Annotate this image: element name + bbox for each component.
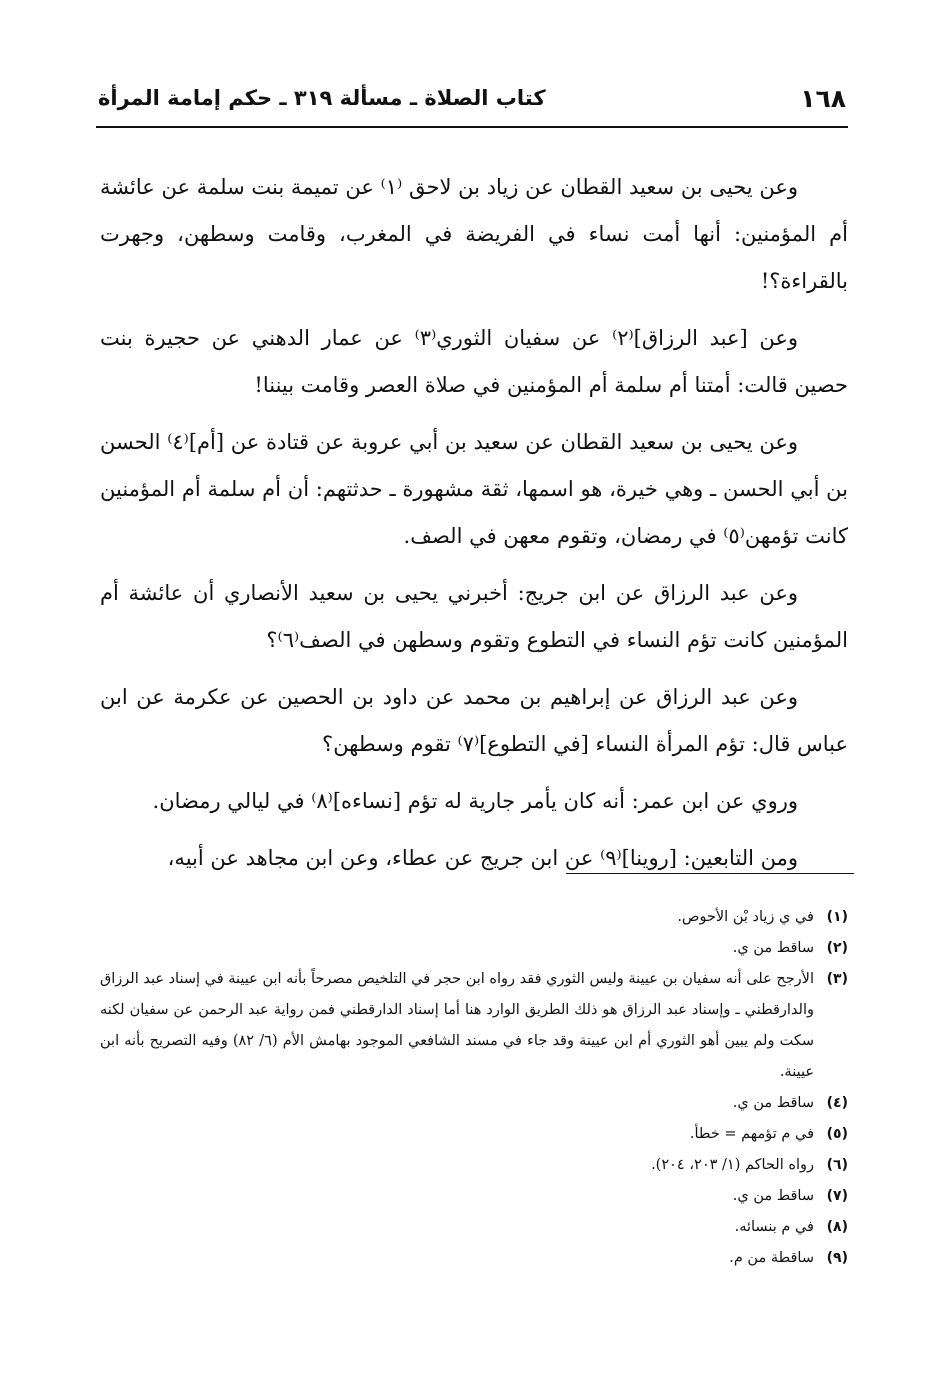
page-number: ١٦٨ xyxy=(800,83,846,113)
footnote-item xyxy=(100,1243,848,1274)
footnote-number: (٥) xyxy=(826,1126,848,1142)
running-title: كتاب الصلاة ـ مسألة ٣١٩ ـ حكم إمامة المرأة xyxy=(98,86,546,110)
footnote-number: (٢) xyxy=(826,940,848,956)
footnote-text: في م تؤمهم = خطأ. xyxy=(689,1126,814,1142)
footnote-text: ساقط من ي. xyxy=(732,1188,814,1204)
paragraph: وعن عبد الرزاق عن إبراهيم بن محمد عن داود بن الحصين عن عكرمة عن ابن عباس قال: تؤم المرأة النساء [في التطوع]⁽٧⁾ تقوم وسطهن؟ xyxy=(100,685,848,756)
paragraph: وعن عبد الرزاق عن ابن جريج: أخبرني يحيى بن سعيد الأنصاري أن عائشة أم المؤمنين كانت تؤم النساء في التطوع وتقوم وسطهن في الصف⁽٦⁾؟ xyxy=(100,581,848,652)
header-divider xyxy=(96,126,848,128)
paragraph: ومن التابعين: [روينا]⁽٩⁾ عن ابن جريج عن عطاء، وعن ابن مجاهد عن أبيه، xyxy=(167,846,798,870)
footnote-text: ساقط من ي. xyxy=(732,940,814,956)
footnote-item xyxy=(100,1088,848,1119)
footnote-number: (٣) xyxy=(826,971,848,987)
footnote-number: (٩) xyxy=(826,1250,848,1266)
footnotes xyxy=(100,902,848,1274)
footnote-item xyxy=(100,964,848,1088)
paragraph: وروي عن ابن عمر: أنه كان يأمر جارية له تؤم [نساءه]⁽٨⁾ في ليالي رمضان. xyxy=(152,789,798,813)
paragraph: وعن يحيى بن سعيد القطان عن زياد بن لاحق ⁽١⁾ عن تميمة بنت سلمة عن عائشة أم المؤمنين: أنها أمت نساء في الفريضة في المغرب، وقامت وسطهن، وجهرت بالقراءة؟! xyxy=(100,175,848,293)
footnote-item xyxy=(100,1212,848,1243)
footnote-item xyxy=(100,933,848,964)
footnote-number: (٦) xyxy=(826,1157,848,1173)
footnote-text: ساقط من ي. xyxy=(732,1095,814,1111)
footnote-item xyxy=(100,1150,848,1181)
footnote-text: في م بنسائه. xyxy=(734,1219,814,1235)
paragraph: وعن [عبد الرزاق]⁽٢⁾ عن سفيان الثوري⁽٣⁾ عن عمار الدهني عن حجيرة بنت حصين قالت: أمتنا أم سلمة أم المؤمنين في صلاة العصر وقامت بيننا! xyxy=(100,326,848,397)
footnote-item xyxy=(100,1119,848,1150)
footnote-number: (٤) xyxy=(826,1095,848,1111)
footnote-divider xyxy=(566,873,854,874)
footnote-text: في ي زياد بْن الأحوص. xyxy=(677,909,814,925)
footnote-text: ساقطة من م. xyxy=(729,1250,814,1266)
footnote-text: رواه الحاكم (١/ ٢٠٣، ٢٠٤). xyxy=(651,1157,814,1173)
footnote-number: (٨) xyxy=(826,1219,848,1235)
footnote-number: (٧) xyxy=(826,1188,848,1204)
footnote-item xyxy=(100,902,848,933)
main-text xyxy=(100,164,848,892)
footnote-item xyxy=(100,1181,848,1212)
footnote-text: الأرجح على أنه سفيان بن عيينة وليس الثوري فقد رواه ابن حجر في التلخيص مصرحاً بأنه ابن عيينة في إسناد عبد الرزاق والدارقطني ـ وإسناد عبد الرزاق هو ذلك الطريق الوارد هنا أما إسناد الدارقطني فمن رواية عبد الرحمن عن سفيان لكنه سكت ولم يبين أهو الثوري أم ابن عيينة وقد جاء في مسند الشافعي الموجود بهامش الأم (٦/ ٨٢) وفيه التصريح بأنه ابن عيينة. xyxy=(100,971,814,1080)
paragraph: وعن يحيى بن سعيد القطان عن سعيد بن أبي عروبة عن قتادة عن [أم]⁽٤⁾ الحسن بن أبي الحسن ـ وهي خيرة، هو اسمها، ثقة مشهورة ـ حدثتهم: أن أم سلمة أم المؤمنين كانت تؤمهن⁽٥⁾ في رمضان، وتقوم معهن في الصف. xyxy=(100,430,848,548)
footnote-number: (١) xyxy=(826,909,848,925)
page-header xyxy=(98,78,846,118)
